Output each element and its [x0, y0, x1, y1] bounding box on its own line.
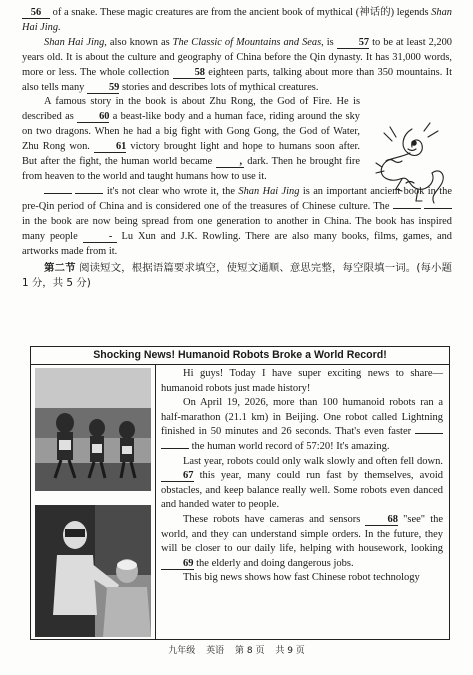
blank-69: 69 — [161, 558, 194, 570]
article-box — [30, 346, 450, 640]
article-paragraph-4 — [161, 513, 443, 571]
blank-59: 59 — [87, 82, 119, 94]
text: in the book are now being spread from one generation to another in China. The book has inspired many people — [22, 215, 452, 242]
page-footer — [0, 644, 473, 659]
blank-62: , — [216, 156, 244, 168]
text: , also known as — [104, 36, 170, 48]
passage-paragraph-1 — [22, 36, 452, 96]
text: is an important ancient book in the pre-Qin period of China and is considered one of the treasures of Chinese culture. The — [22, 185, 452, 212]
text: dark. Then he brought fire from heaven to the world and taught humans how to use it. — [22, 156, 360, 182]
article-paragraph-5: This big news shows how fast Chinese robot technology — [183, 572, 420, 584]
section-2-instructions — [22, 261, 452, 291]
text: , is — [321, 36, 334, 48]
blank-68: 68 — [365, 514, 398, 526]
book-alt-title: The Classic of Mountains and Seas — [172, 36, 322, 48]
zhu-rong-section — [22, 95, 452, 184]
book-title: Shan Hai Jing — [44, 36, 105, 48]
blank-67: 67 — [161, 470, 194, 482]
text: A famous story in the book is about Zhu Rong, the God of Fire. He is described as — [22, 96, 360, 123]
section-label: 第二节 — [44, 262, 76, 275]
blank-56: 56 — [22, 7, 50, 19]
book-title: Shan Hai Jing — [238, 185, 300, 197]
text: These robots have cameras and sensors — [183, 513, 361, 525]
passage-line-top — [22, 6, 452, 36]
grade-label: 九年级 — [168, 646, 196, 656]
blank-65: - — [83, 231, 117, 243]
robots-running-photo — [35, 368, 151, 491]
robot-helping-elderly-photo — [35, 505, 151, 637]
text: the human world record of 57:20! It's amazing. — [191, 440, 390, 452]
blank-61: 61 — [94, 141, 126, 153]
text: the elderly and doing dangerous jobs. — [196, 557, 354, 569]
text: of a snake. These magic creatures are from the ancient book of mythical (神话的) legends — [52, 7, 429, 18]
subject-label: 英语 — [206, 646, 225, 656]
article-title: Shocking News! Humanoid Robots Broke a World Record! — [31, 347, 449, 365]
zhu-rong-dragon-illustration — [372, 119, 452, 211]
text: to be at least 2,200 years old. It is about the culture and geography of China before the Qin dynasty. It has 31,000 words, more or less. The whole collection — [22, 36, 452, 78]
blank-63 — [44, 193, 72, 194]
text: On April 19, 2026, more than 100 humanoid robots ran a half-marathon (21.1 km) in Beijing. One robot called Lightning finished in 50 minutes and 26 seconds. That's even faster — [161, 397, 443, 438]
text: this year, many could run fast by themselves, avoid obstacles, and keep balance really well. Some robots even danced and handed water to people. — [161, 470, 443, 511]
passage-paragraph-2 — [22, 95, 360, 184]
text: Lu Xun and J.K. Rowling. There are also many books, films, games, and artworks made from it. — [22, 230, 452, 257]
photo-column — [31, 365, 156, 639]
page-content — [22, 6, 452, 291]
text: Last year, robots could only walk slowly and often fell down. — [183, 455, 443, 467]
text: it's not clear who wrote it, the — [106, 185, 235, 197]
article-paragraph-1: Hi guys! Today I have super exciting news to share—humanoid robots just made history! — [161, 368, 443, 394]
text: a beast-like body and a human face, riding around the sky on two dragons. When he had a big fight with Gong Gong, the God of Water, Zhu Rong won. — [22, 111, 360, 153]
article-paragraph-3 — [161, 455, 443, 513]
text: eighteen parts, talking about more than 350 mountains. It also tells many — [22, 66, 452, 93]
blank-66 — [415, 433, 443, 434]
text: stories and describes lots of mythical creatures. — [121, 81, 319, 93]
text: "see" the world, and they can understand simple orders. In the future, they will be closer to our daily life, helping with housework, looking — [161, 513, 444, 555]
blank-58: 58 — [173, 67, 205, 79]
page-number: 第 8 页 — [235, 646, 265, 656]
blank-60: 60 — [77, 111, 109, 123]
blank-63b — [75, 193, 103, 194]
article-text — [161, 367, 443, 586]
article-paragraph-2 — [161, 396, 443, 454]
blank-57: 57 — [337, 37, 369, 49]
instructions-text: 阅读短文，根据语篇要求填空，使短文通顺、意思完整，每空限填一词。(每小题 1 分，共 5 分) — [22, 262, 452, 290]
text: victory brought light and hope to humans soon after. But after the fight, the human world became — [22, 141, 360, 168]
blank-66b — [161, 448, 189, 449]
book-title: Shan Hai Jing. — [22, 7, 452, 33]
page-total: 共 9 页 — [275, 646, 305, 656]
